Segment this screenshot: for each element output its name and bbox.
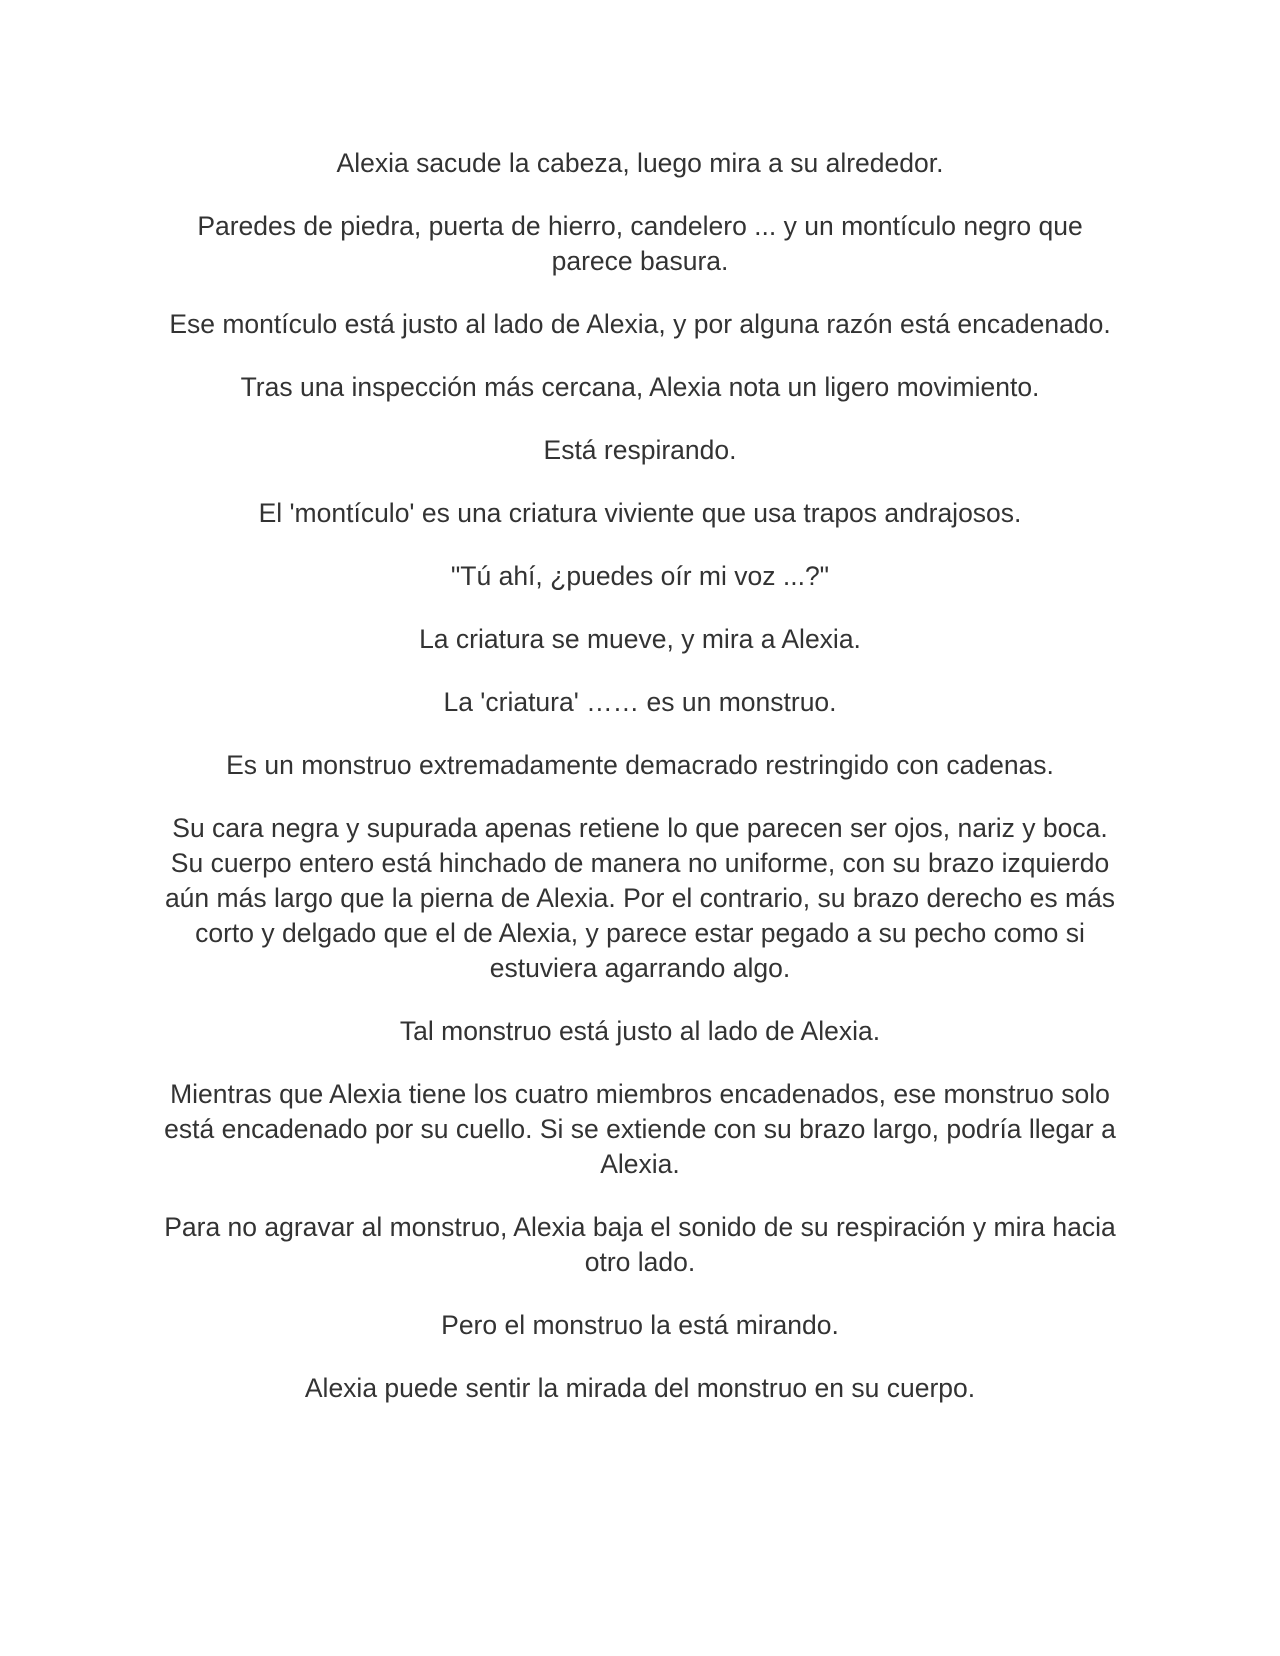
paragraph: "Tú ahí, ¿puedes oír mi voz ...?" [450, 561, 830, 591]
paragraph: Es un monstruo extremadamente demacrado restringido con cadenas. [226, 750, 1054, 780]
paragraph: Pero el monstruo la está mirando. [441, 1310, 839, 1340]
paragraph: Alexia puede sentir la mirada del monstruo en su cuerpo. [304, 1373, 976, 1403]
paragraph: Para no agravar al monstruo, Alexia baja el sonido de su respiración y mira hacia otro lado. [164, 1212, 1116, 1277]
paragraph: Tal monstruo está justo al lado de Alexia. [399, 1016, 881, 1046]
paragraph: Alexia sacude la cabeza, luego mira a su alrededor. [336, 148, 944, 178]
paragraph: Está respirando. [543, 435, 737, 465]
paragraph: Ese montículo está justo al lado de Alexia, y por alguna razón está encadenado. [169, 309, 1111, 339]
paragraph: La 'criatura' …… es un monstruo. [443, 687, 837, 717]
story-text [160, 146, 1120, 1434]
paragraph: Su cara negra y supurada apenas retiene lo que parecen ser ojos, nariz y boca. Su cuerpo entero está hinchado de manera no uniforme, con su brazo izquierdo aún más largo que la pierna de Alexia. Por el contrario, su brazo derecho es más corto y delgado que el de Alexia, y parece estar pegado a su pecho como si estuviera agarrando algo. [164, 813, 1116, 983]
paragraph: La criatura se mueve, y mira a Alexia. [419, 624, 861, 654]
paragraph: Paredes de piedra, puerta de hierro, candelero ... y un montículo negro que parece basura. [197, 211, 1083, 276]
paragraph: El 'montículo' es una criatura viviente que usa trapos andrajosos. [258, 498, 1022, 528]
paragraph: Mientras que Alexia tiene los cuatro miembros encadenados, ese monstruo solo está encadenado por su cuello. Si se extiende con su brazo largo, podría llegar a Alexia. [164, 1079, 1116, 1179]
paragraph: Tras una inspección más cercana, Alexia nota un ligero movimiento. [240, 372, 1040, 402]
